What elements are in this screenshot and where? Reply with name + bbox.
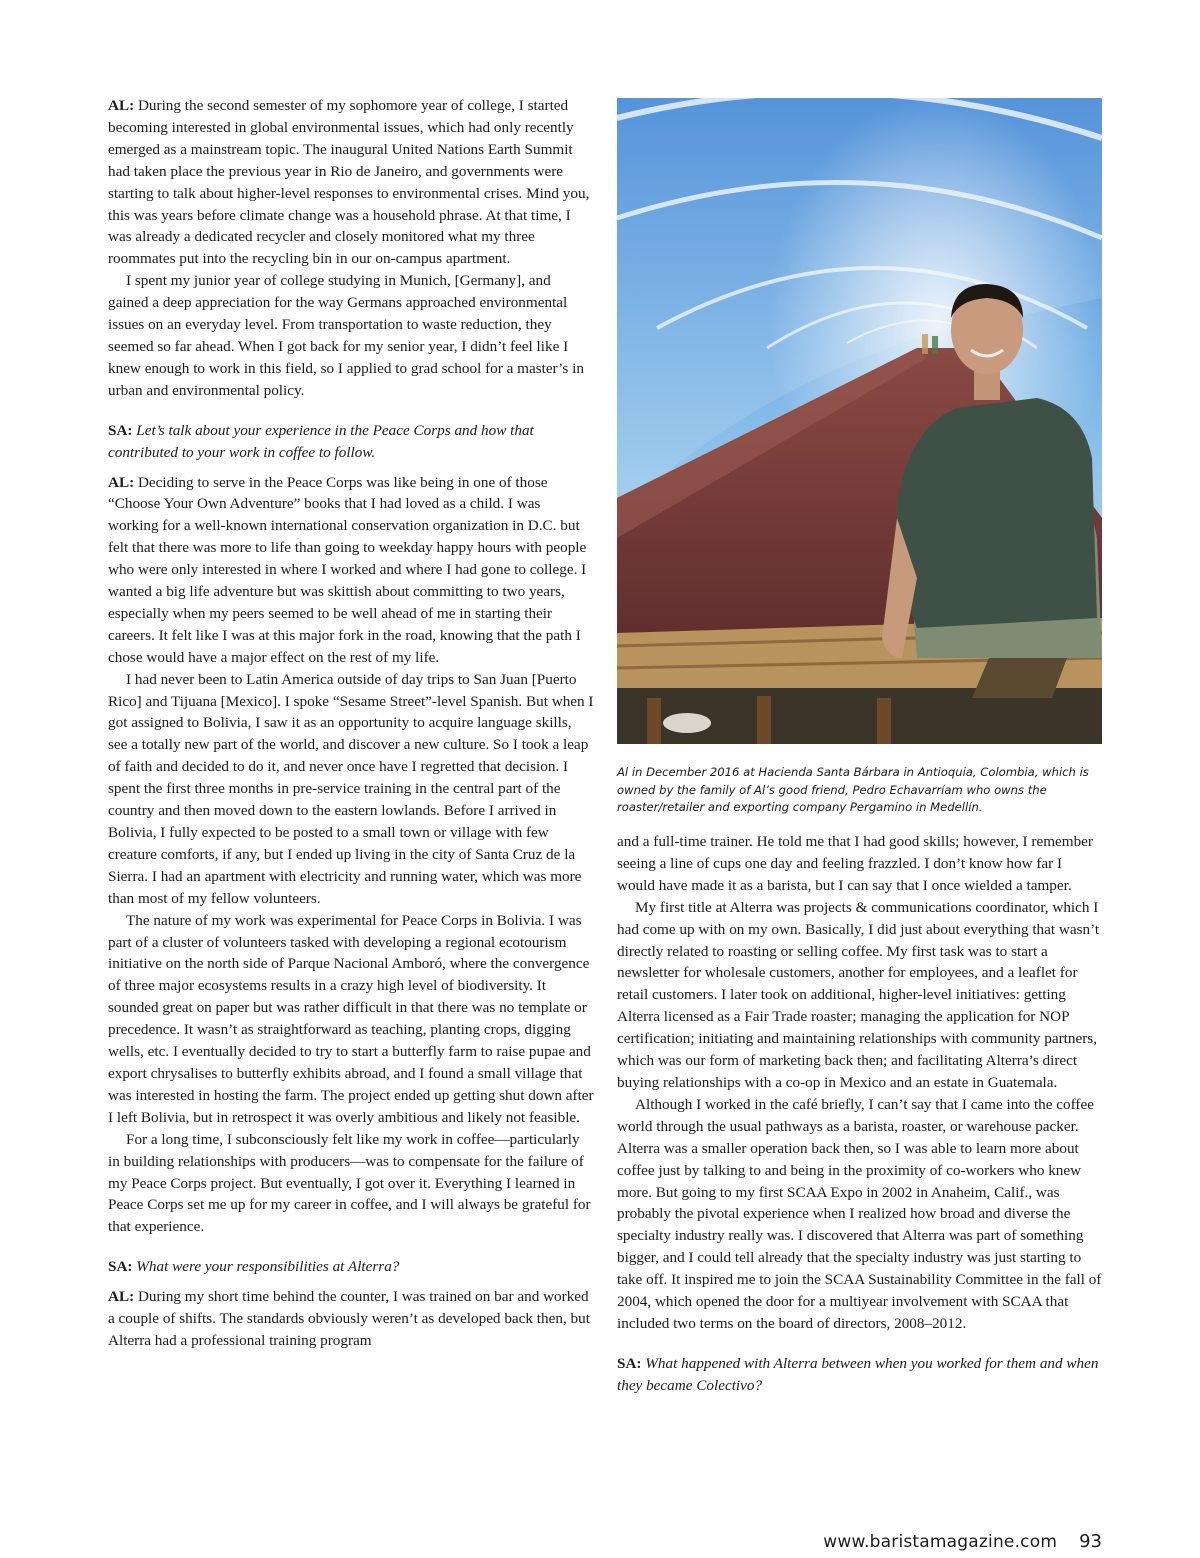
question-paragraph [108,1256,594,1278]
photo-caption: Al in December 2016 at Hacienda Santa Bárbara in Antioquia, Colombia, which is owned by the family of Al’s good friend, Pedro Echavarríam who owns the roaster/retailer and exporting company Pergamino in Medellín. [617,765,1089,814]
question-paragraph [617,1353,1103,1397]
body-paragraph: The nature of my work was experimental for Peace Corps in Bolivia. I was part of a cluster of volunteers tasked with developing a regional ecotourism initiative on the north side of Parque Nacional Amboró, where the convergence of three major ecosystems results in a crazy high level of biodiversity. It sounded great on paper but was rather difficult in that there was no template or precedence. It wasn’t as straightforward as teaching, planting crops, digging wells, etc. I eventually decided to try to start a butterfly farm to raise pupae and export chrysalises to butterfly exhibits abroad, and I found a small village that was interested in hosting the farm. The project ended up getting shut down after I left Bolivia, but in retrospect it was overly ambitious and likely not feasible. [108,911,594,1126]
body-paragraph: I had never been to Latin America outside of day trips to San Juan [Puerto Rico] and Tijuana [Mexico]. I spoke “Sesame Street”-level Spanish. But when I got assigned to Bolivia, I saw it as an opportunity to acquire language skills, see a totally new part of the world, and discover a new culture. So I took a leap of faith and decided to do it, and never once have I regretted that decision. I spent the first three months in pre-service training in the central part of the country and then moved down to the eastern lowlands. Before I arrived in Bolivia, I fully expected to be posted to a small town or village with few creature comforts, if any, but I ended up living in the city of Santa Cruz de la Sierra. I had an apartment with electricity and running water, which was more than most of my fellow volunteers. [108,670,594,907]
speaker-label: SA: [617,1354,642,1372]
answer-paragraph [108,95,594,270]
speaker-label: SA: [108,1258,133,1276]
question-text: What were your responsibilities at Alterra? [136,1258,400,1276]
body-paragraph: and a full-time trainer. He told me that I had good skills; however, I remember seeing a line of cups one day and feeling frazzled. I don’t know how far I would have made it as a barista, but I can say that I once wielded a tamper. [617,833,1093,894]
answer-paragraph [108,1286,594,1352]
portrait-photo [617,98,1102,744]
speaker-label: AL: [108,97,135,114]
paragraph-text: During the second semester of my sophomore year of college, I started becoming interested in global environmental issues, which had only recently emerged as a mainstream topic. The inaugural United Nations Earth Summit had taken place the previous year in Rio de Janeiro, and governments were starting to talk about higher-level responses to environmental crises. Mind you, this was years before climate change was a household phrase. At that time, I was already a dedicated recycler and closely monitored what my three roommates put into the recycling bin in our on-campus apartment. [108,97,590,268]
page-footer [823,1531,1102,1552]
paragraph-text: During my short time behind the counter, I was trained on bar and worked a couple of shifts. The standards obviously weren’t as developed back then, but Alterra had a professional training program [108,1288,590,1349]
body-paragraph: For a long time, I subconsciously felt like my work in coffee—particularly in building relationships with producers—was to compensate for the failure of my Peace Corps project. But eventually, I got over it. Everything I learned in Peace Corps set me up for my career in coffee, and I will always be grateful for that experience. [108,1130,591,1236]
paragraph-text: Deciding to serve in the Peace Corps was like being in one of those “Choose Your Own Adventure” books that I had loved as a child. I was working for a well-known international conservation organization in D.C. but felt that there was more to life than going to weekday happy hours with people who were only interested in where I worked and where I had gone to college. I wanted a big life adventure but was skittish about committing to two years, especially when my peers seemed to be well ahead of me in starting their careers. It felt like I was at this major fork in the road, knowing that the path I chose would have a major effect on the rest of my life. [108,473,587,666]
question-paragraph [108,420,594,464]
answer-paragraph [108,472,594,669]
right-column [617,831,1103,1397]
question-text: What happened with Alterra between when you worked for them and when they became Colectivo? [617,1354,1099,1394]
body-paragraph: My first title at Alterra was projects & communications coordinator, which I had come up with on my own. Basically, I did just about everything that wasn’t directly related to roasting or selling coffee. My first task was to start a newsletter for wholesale customers, another for employees, and a leaflet for retail customers. I later took on additional, higher-level initiatives: getting Alterra licensed as a Fair Trade roaster; managing the application for NOP certification; initiating and maintaining relationships with community partners, which was our form of marketing back then; and facilitating Alterra’s direct buying relationships with a co-op in Mexico and an estate in Guatemala. [617,898,1100,1091]
website-url: www.baristamagazine.com [823,1532,1058,1552]
speaker-label: SA: [108,421,133,439]
speaker-label: AL: [108,1288,135,1306]
question-text: Let’s talk about your experience in the Peace Corps and how that contributed to your work in coffee to follow. [108,421,534,461]
body-paragraph: Although I worked in the café briefly, I can’t say that I came into the coffee world through the usual pathways as a barista, roaster, or warehouse packer. Alterra was a smaller operation back then, so I was able to learn more about coffee just by talking to and being in the proximity of co-workers who knew more. But going to my first SCAA Expo in 2002 in Anaheim, Calif., was probably the pivotal experience when I realized how broad and diverse the specialty industry really was. I discovered that Alterra was part of something bigger, and I could tell already that the specialty industry was just starting to take off. It inspired me to join the SCAA Sustainability Committee in the fall of 2004, which opened the door for a multiyear involvement with SCAA that included two terms on the board of directors, 2008–2012. [617,1095,1102,1332]
page-number: 93 [1079,1531,1102,1552]
speaker-label: AL: [108,473,135,491]
body-paragraph: I spent my junior year of college studying in Munich, [Germany], and gained a deep appreciation for the way Germans approached environmental issues on an everyday level. From transportation to waste reduction, they seemed so far ahead. When I got back for my senior year, I didn’t feel like I knew enough to work in this field, so I applied to grad school for a master’s in urban and environmental policy. [108,272,584,399]
left-column [108,95,594,1352]
